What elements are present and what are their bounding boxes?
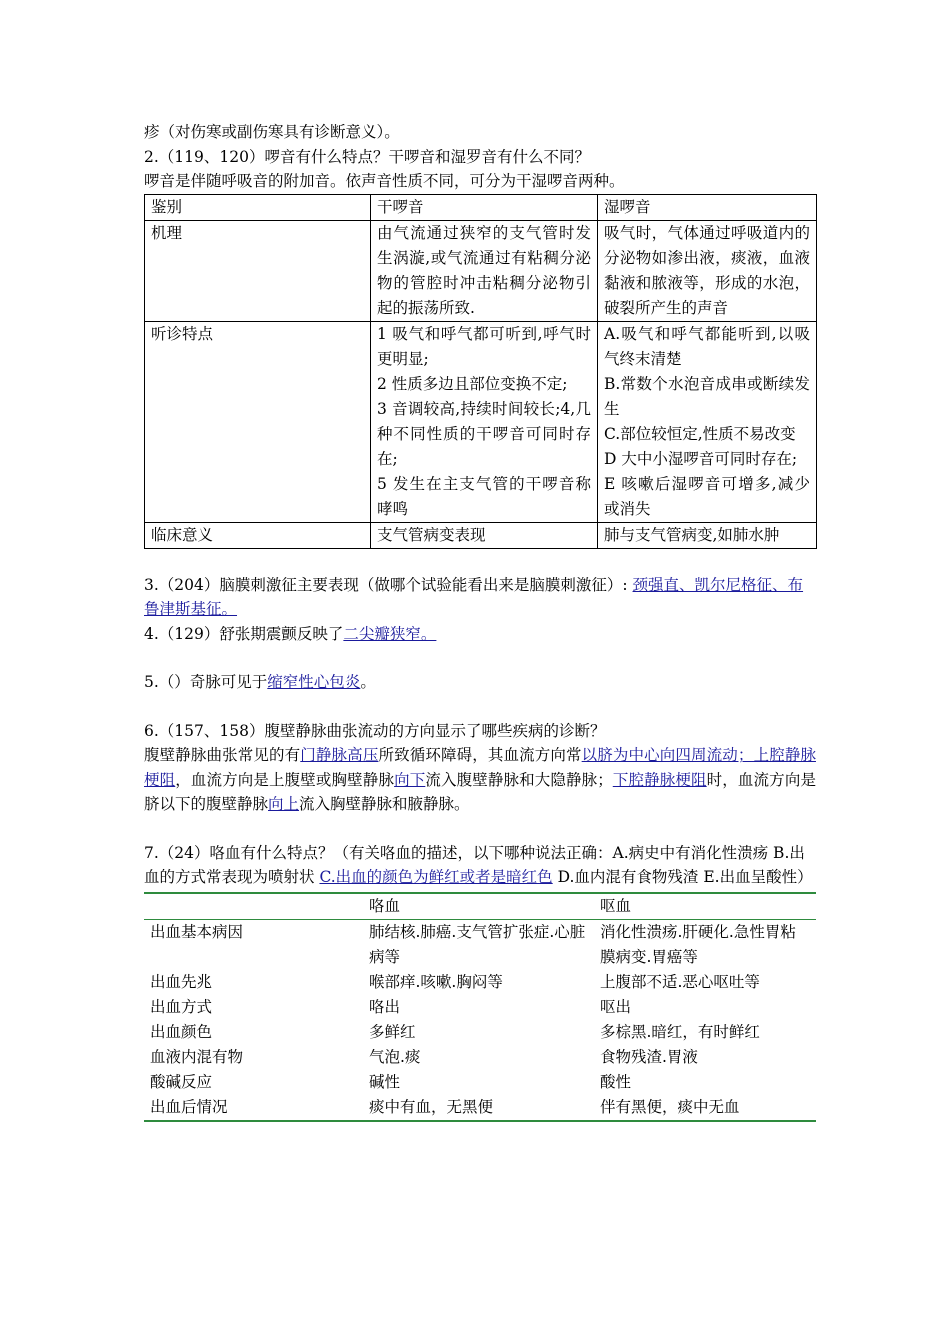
q5-paragraph [144, 670, 816, 695]
q3-paragraph [144, 573, 816, 622]
hematemesis-cell: 消化性溃疡.肝硬化.急性胃粘膜病变.胃癌等 [600, 922, 796, 966]
q4-answer-link[interactable]: 二尖瓣狭窄。 [343, 624, 437, 643]
table-row [145, 321, 817, 522]
cell-line: B.常数个水泡音成串或断续发生 [604, 374, 810, 418]
q6-text: 腹壁静脉曲张常见的有 [144, 746, 301, 764]
umbilical-flow-link[interactable]: 以脐为中心向四周流动；上腔静脉梗阻 [144, 746, 816, 789]
hemoptysis-cell: 咯出 [369, 997, 401, 1016]
cell-line: A.吸气和呼气都能听到,以吸气终末清楚 [604, 324, 810, 368]
header-cell: 湿啰音 [598, 194, 817, 220]
q6-title: 6.（157、158）腹壁静脉曲张流动的方向显示了哪些疾病的诊断？ [144, 721, 606, 740]
hematemesis-cell: 食物残渣.胃液 [600, 1047, 698, 1066]
row-label: 临床意义 [145, 522, 371, 548]
header-cell [144, 893, 363, 920]
hematemesis-cell: 酸性 [600, 1072, 632, 1091]
hemoptysis-cell: 肺结核.肺癌.支气管扩张症.心脏病等 [369, 922, 586, 966]
q6-text: 所致循环障碍，其血流方向常 [378, 746, 582, 764]
cell-line: 3 音调较高,持续时间较长;4,几种不同性质的干啰音可同时存在; [377, 399, 591, 468]
table-row [145, 522, 817, 548]
cell-line: C.部位较恒定,性质不易改变 [604, 424, 796, 443]
cell-line: D 大中小湿啰音可同时存在; [604, 449, 798, 468]
q6-paragraph [144, 743, 816, 817]
document-page [144, 120, 816, 1122]
cell-line: 5 发生在主支气管的干啰音称哮鸣 [377, 474, 591, 518]
wet-rale-cell [598, 522, 817, 548]
q3-answer-link[interactable]: 颈强直、凯尔尼格征、布鲁津斯基征。 [144, 575, 804, 618]
q7-text: 7.（24）咯血有什么特点？（有关咯血的描述，以下哪种说法正确：A.病史中有消化性溃疡 B.出血的方式常表现为喷射状 [144, 843, 805, 886]
ivc-obstruction-link[interactable]: 下腔静脉梗阻 [612, 770, 707, 789]
table-row [144, 1045, 816, 1070]
cell-line: 吸气时，气体通过呼吸道内的分泌物如渗出液，痰液，血液黏液和脓液等，形成的水泡，破裂所产生的声音 [604, 223, 810, 317]
row-label: 机理 [145, 220, 371, 321]
cell-line: 支气管病变表现 [377, 525, 486, 544]
dry-rale-cell [371, 220, 598, 321]
hematemesis-cell: 上腹部不适.恶心呕吐等 [600, 972, 760, 991]
header-cell: 咯血 [363, 893, 594, 920]
spacer [144, 817, 816, 841]
upward-link[interactable]: 向上 [268, 795, 300, 813]
dry-rale-cell [371, 321, 598, 522]
row-label: 出血后情况 [150, 1097, 228, 1116]
q4-paragraph [144, 622, 816, 647]
q6-text: 时，血流方向是脐以下的腹壁静脉 [144, 770, 816, 813]
table-row [144, 1095, 816, 1121]
hemoptysis-cell: 喉部痒.咳嗽.胸闷等 [369, 972, 503, 991]
hemoptysis-table [144, 892, 816, 1122]
cell-line: 2 性质多边且部位变换不定; [377, 374, 568, 393]
q5-answer-link[interactable]: 缩窄性心包炎 [267, 673, 361, 691]
row-label: 听诊特点 [145, 321, 371, 522]
intro-line: 疹（对伤寒或副伤寒具有诊断意义）。 [144, 123, 400, 141]
table-row [144, 970, 816, 995]
wet-rale-cell [598, 321, 817, 522]
cell-line: E 咳嗽后湿啰音可增多,减少或消失 [604, 474, 810, 518]
table-row [144, 919, 816, 970]
q7-text: D.血内混有食物残渣 E.出血呈酸性） [552, 868, 813, 886]
table-row [144, 1070, 816, 1095]
spacer [144, 646, 816, 670]
wet-rale-cell [598, 220, 817, 321]
q5-suffix: 。 [360, 673, 376, 691]
downward-link[interactable]: 向下 [394, 770, 426, 789]
hemoptysis-cell: 气泡.痰 [369, 1047, 421, 1066]
row-label: 出血方式 [150, 997, 213, 1016]
q7-paragraph [144, 841, 816, 890]
hemoptysis-cell: 碱性 [369, 1072, 401, 1091]
q4-text: 4.（129）舒张期震颤反映了 [144, 624, 344, 643]
row-label: 酸碱反应 [150, 1072, 213, 1091]
hemoptysis-cell: 痰中有血，无黑便 [369, 1097, 494, 1116]
cell-line: 由气流通过狭窄的支气管时发生涡漩,或气流通过有粘稠分泌物的管腔时冲击粘稠分泌物引起的振荡所致. [377, 223, 591, 317]
portal-hypertension-link[interactable]: 门静脉高压 [300, 746, 379, 764]
row-label: 出血颜色 [150, 1022, 213, 1041]
q2-title: 2.（119、120）啰音有什么特点？干啰音和湿罗音有什么不同？ [144, 147, 590, 166]
q5-text: 5.（）奇脉可见于 [144, 673, 268, 691]
rales-table [144, 194, 817, 549]
q6-text: 流入胸壁静脉和腋静脉。 [299, 795, 470, 813]
header-cell: 干啰音 [371, 194, 598, 220]
q2-desc: 啰音是伴随呼吸音的附加音。依声音性质不同，可分为干湿啰音两种。 [144, 172, 625, 190]
row-label: 出血基本病因 [150, 922, 244, 941]
hematemesis-cell: 伴有黑便，痰中无血 [600, 1097, 740, 1116]
header-cell: 鉴别 [145, 194, 371, 220]
cell-line: 肺与支气管病变,如肺水肿 [604, 525, 780, 544]
table-row [145, 220, 817, 321]
q7-answer-link[interactable]: C.出血的颜色为鲜红或者是暗红色 [319, 868, 553, 886]
row-label: 出血先兆 [150, 972, 213, 991]
q3-text: 3.（204）脑膜刺激征主要表现（做哪个试验能看出来是脑膜刺激征）: [144, 575, 633, 594]
hemoptysis-table-header [144, 893, 816, 920]
hematemesis-cell: 呕出 [600, 997, 632, 1016]
table-row [144, 995, 816, 1020]
row-label: 血液内混有物 [150, 1047, 244, 1066]
spacer [144, 695, 816, 719]
q6-text: ，血流方向是上腹壁或胸壁静脉 [175, 770, 395, 789]
hematemesis-cell: 多棕黑.暗红，有时鲜红 [600, 1022, 760, 1041]
cell-line: 1 吸气和呼气都可听到,呼气时更明显; [377, 324, 591, 368]
dry-rale-cell [371, 522, 598, 548]
header-cell: 呕血 [594, 893, 816, 920]
q6-text: 流入腹壁静脉和大隐静脉； [425, 770, 613, 789]
hemoptysis-cell: 多鲜红 [369, 1022, 416, 1041]
table-row [144, 1020, 816, 1045]
rales-table-header [145, 194, 817, 220]
spacer [144, 549, 816, 573]
